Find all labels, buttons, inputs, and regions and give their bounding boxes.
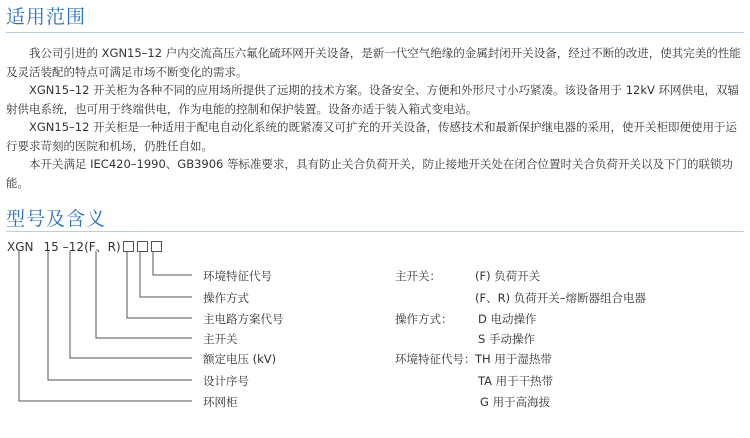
model-part-series: XGN <box>7 240 34 254</box>
scope-paragraph-1: 我公司引进的 XGN15–12 户内交流高压六氟化硫环网开关设备，是新一代空气绝缘的金属封闭开关设备，经过不断的改进，使其完美的性能及灵活装配的特点可满足市场不断变化的需求。 <box>6 46 741 79</box>
section-title-scope: 适用范围 <box>6 6 87 28</box>
leader-line-circuit <box>127 251 192 318</box>
legend-operation-opt2: S 手动操作 <box>478 332 535 346</box>
leader-line-cabinet <box>19 251 192 401</box>
model-part-voltage: –12 <box>62 240 85 254</box>
leader-line-environment <box>153 251 192 275</box>
section-title-model: 型号及含义 <box>6 208 107 230</box>
legend-main-switch-opt2: (F、R) 负荷开关–熔断器组合电器 <box>475 291 646 305</box>
label-environment-code: 环境特征代号 <box>203 269 272 283</box>
legend-environment-opt2: TA 用于干热带 <box>478 374 554 388</box>
leader-line-voltage <box>70 251 192 358</box>
scope-paragraph-4: 本开关满足 IEC420–1990、GB3906 等标准要求，具有防止关合负荷开关，防止接地开关处在闭合位置时关合负荷开关以及下门的联锁功能。 <box>6 157 734 190</box>
label-main-switch: 主开关 <box>203 332 238 346</box>
label-ring-cabinet: 环网柜 <box>203 395 238 409</box>
legend-main-switch-opt1: (F) 负荷开关 <box>475 269 541 283</box>
label-circuit-scheme: 主电路方案代号 <box>203 312 284 326</box>
label-rated-voltage: 额定电压 (kV) <box>203 352 277 366</box>
model-part-switch: (F、R) <box>84 240 121 254</box>
scope-paragraph-2: XGN15–12 开关柜为各种不同的应用场所提供了远期的技术方案。设备安全、方便和外形尺寸小巧紧凑。该设备用于 12kV 环网供电，双辐射供电系统，也可用于终端供电，作为电能的控制和保护装置。设备亦适于装入箱式变电站。 <box>6 83 740 116</box>
legend-operation-label: 操作方式： <box>395 312 453 326</box>
legend-operation-opt1: D 电动操作 <box>478 312 537 326</box>
legend-environment-label: 环境特征代号： <box>395 352 476 366</box>
legend-environment-opt1: TH 用于湿热带 <box>475 352 552 366</box>
label-operation-mode: 操作方式 <box>203 291 249 305</box>
legend-main-switch-label: 主开关： <box>395 269 441 283</box>
legend-environment-opt3: G 用于高海拔 <box>480 395 551 409</box>
leader-line-operation <box>140 251 192 297</box>
leader-line-switch <box>96 251 192 338</box>
scope-paragraph-3: XGN15–12 开关柜是一种适用于配电自动化系统的既紧凑又可扩充的开关设备，传感技术和最新保护继电器的采用，使开关柜即便使用于运行要求苛刻的医院和机场，仍胜任自如。 <box>6 120 738 153</box>
model-part-design: 15 <box>43 240 59 254</box>
label-design-serial: 设计序号 <box>203 374 249 388</box>
